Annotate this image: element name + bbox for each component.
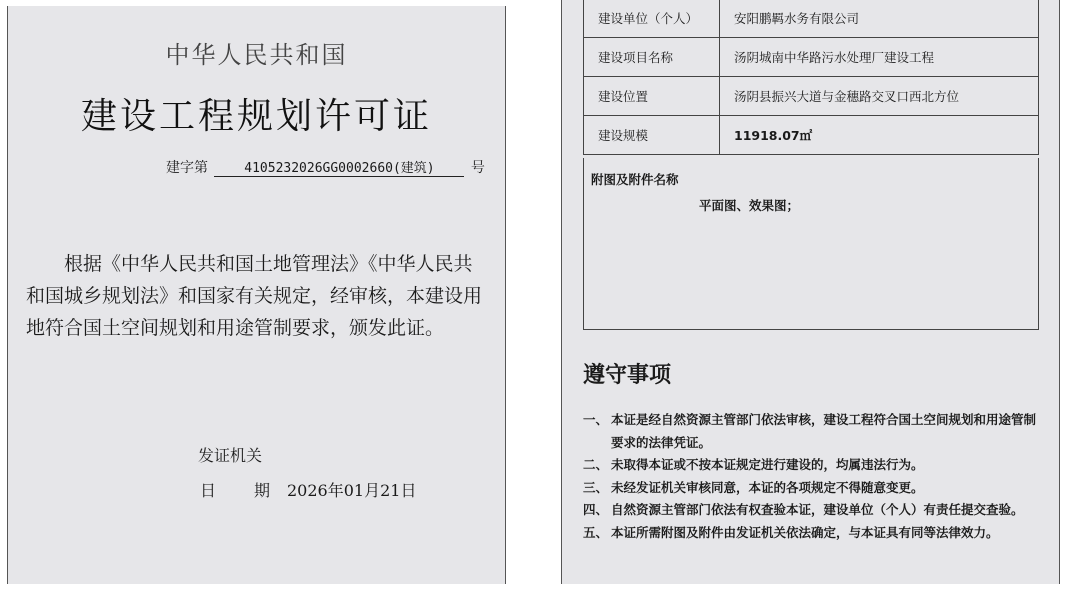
table-row xyxy=(584,76,1039,115)
table-row xyxy=(584,37,1039,76)
permit-number-line xyxy=(166,157,485,177)
issuer-label: 发证机关 xyxy=(198,446,263,465)
permit-number: 4105232026GG0002660(建筑) xyxy=(214,157,464,177)
rules-heading: 遵守事项 xyxy=(583,363,672,388)
rule-number: 一、 xyxy=(583,412,609,427)
issue-date-line xyxy=(200,478,416,501)
rule-text: 本证所需附图及附件由发证机关依法确定，与本证具有同等法律效力。 xyxy=(611,524,999,540)
issue-date: 2026年01月21日 xyxy=(287,481,417,500)
date-label-2: 期 xyxy=(254,481,271,500)
country-name: 中华人民共和国 xyxy=(165,41,348,69)
row-label: 建设规模 xyxy=(584,115,720,154)
table-row xyxy=(584,115,1039,154)
list-item xyxy=(583,477,1043,500)
row-value: 11918.07㎡ xyxy=(720,115,1039,154)
permit-title: 建设工程规划许可证 xyxy=(80,96,432,137)
list-item xyxy=(583,522,1043,545)
permit-front-page xyxy=(7,6,506,584)
date-label-1: 日 xyxy=(200,481,217,500)
attachments-box xyxy=(583,158,1039,330)
permit-back-page xyxy=(561,0,1060,584)
row-label: 建设位置 xyxy=(584,76,720,115)
row-label: 建设单位（个人） xyxy=(584,0,720,37)
rule-number: 三、 xyxy=(583,479,609,495)
table-row xyxy=(584,0,1039,37)
project-info-table xyxy=(583,0,1039,155)
rule-number: 四、 xyxy=(583,502,609,518)
rules-list xyxy=(583,409,1043,545)
row-value: 汤阴城南中华路污水处理厂建设工程 xyxy=(720,37,1039,76)
permit-suffix: 号 xyxy=(470,160,485,176)
list-item xyxy=(583,499,1043,522)
rule-number: 五、 xyxy=(583,524,609,540)
list-item xyxy=(583,454,1043,477)
attachments-label: 附图及附件名称 xyxy=(591,172,679,187)
rule-text: 未取得本证或不按本证规定进行建设的，均属违法行为。 xyxy=(611,457,924,473)
row-value: 汤阴县振兴大道与金穗路交叉口西北方位 xyxy=(720,76,1039,115)
rule-text: 自然资源主管部门依法有权查验本证，建设单位（个人）有责任提交查验。 xyxy=(611,502,1024,518)
permit-body-text: 根据《中华人民共和国土地管理法》《中华人民共和国城乡规划法》和国家有关规定，经审核，本建设用地符合国土空间规划和用途管制要求，颁发此证。 xyxy=(26,253,483,339)
permit-prefix: 建字第 xyxy=(166,160,208,176)
attachments-value: 平面图、效果图； xyxy=(699,198,800,213)
row-label: 建设项目名称 xyxy=(584,37,720,76)
row-value: 安阳鹏羁水务有限公司 xyxy=(720,0,1039,37)
list-item xyxy=(583,409,1043,454)
rule-number: 二、 xyxy=(583,457,609,473)
rule-text: 本证是经自然资源主管部门依法审核，建设工程符合国土空间规划和用途管制要求的法律凭证。 xyxy=(611,412,1037,450)
rule-text: 未经发证机关审核同意，本证的各项规定不得随意变更。 xyxy=(611,479,924,495)
